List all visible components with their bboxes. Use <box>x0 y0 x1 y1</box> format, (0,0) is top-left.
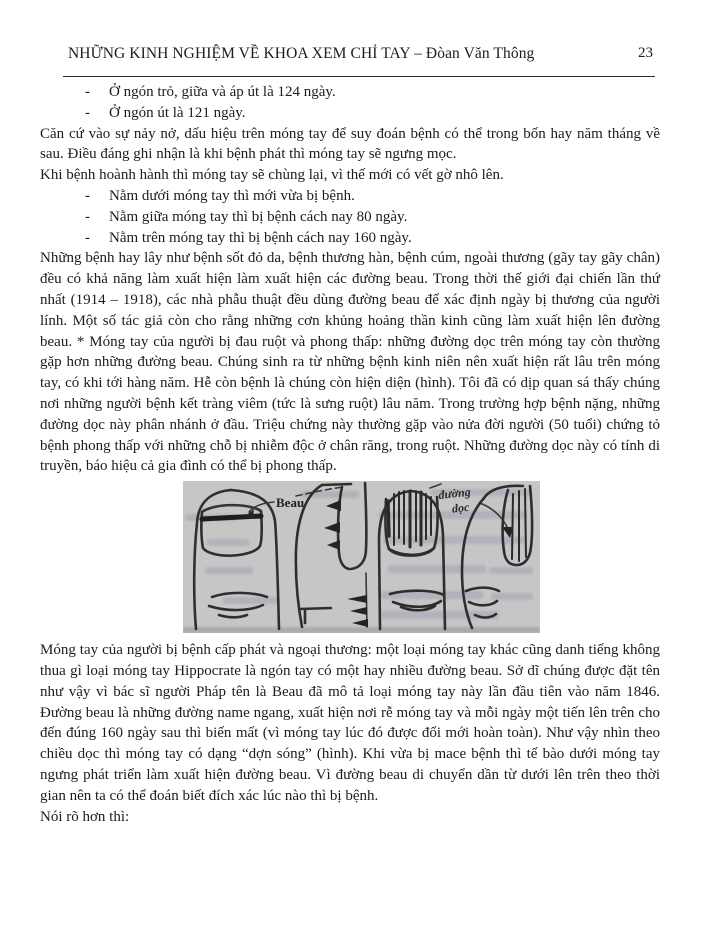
list-dash: - <box>85 104 90 121</box>
header-rule <box>63 76 655 77</box>
nail-figure-svg <box>183 481 540 633</box>
body-text <box>40 82 660 827</box>
running-title: NHỮNG KINH NGHIỆM VỀ KHOA XEM CHỈ TAY – Đòan Văn Thông <box>68 45 535 62</box>
page-number: 23 <box>638 45 653 61</box>
paragraph-closing: Nói rõ hơn thì: <box>40 808 130 825</box>
list-item <box>40 186 660 207</box>
figure-bottom-smudge <box>183 627 540 633</box>
timing-list <box>40 186 660 248</box>
list-item <box>40 82 660 103</box>
paragraph-diseases: Những bệnh hay lây như bệnh sốt đỏ da, bệnh thương hàn, bệnh cúm, ngoài thương (gãy tay gãy chân) đều có khả năng làm xuất hiện làm xuất hiện các đường beau. Trong thời thế giới đại chiến lần thứ nhất (1914 – 1918), các nhà phẫu thuật đều dùng đường beau để xác định ngày bị thương của người lính. Một số tác giả còn cho rằng những cơn khủng hoảng thần kinh cũng làm xuất hiện lên đường beau. * Móng tay của người bị đau ruột và phong thấp: những đường dọc trên móng tay còn thường gặp hơn những đường beau. Chúng sinh ra từ những bệnh kinh niên nên xuất hiện rất lâu trên móng tay, có khi tới hàng năm. Hễ còn bệnh là chúng còn hiện diện (hình). Tôi đã có dịp quan sá thấy chúng nơi những người bệnh kết tràng viêm (tức là sưng ruột) lâu năm. Trong trường hợp bệnh nặng, những đường dọc này phân nhánh ở đầu. Triệu chứng này thường gặp vào nửa đời người (50 tuổi) chứng tỏ bệnh phong thấp với những chỗ bị nhiễm độc ở chân răng, trong ruột. Những đường dọc này có tính di truyền, báo hiệu cả gia đình có thể bị phong thấp. <box>40 250 660 475</box>
paragraph-ridge: Khi bệnh hoành hành thì móng tay sẽ chùng lại, vì thế mới có vết gờ nhô lên. <box>40 167 504 184</box>
beau-label: Beau <box>276 495 305 511</box>
paragraph-growth: Căn cứ vào sự nảy nở, dấu hiệu trên móng tay để suy đoán bệnh có thể trong bốn hay năm tháng về sau. Điều đáng ghi nhận là khi bệnh phát thì móng tay sẽ ngưng mọc. <box>40 125 660 163</box>
list-item <box>40 207 660 228</box>
list-dash: - <box>85 229 90 246</box>
list-item-text: Ở ngón út là 121 ngày. <box>109 104 246 121</box>
page-header <box>0 0 723 63</box>
list-dash: - <box>85 208 90 225</box>
list-item-text: Nằm giữa móng tay thì bị bệnh cách nay 80 ngày. <box>109 208 408 225</box>
finger-days-list <box>40 82 660 124</box>
vertical-lines-label-line2: dọc <box>451 500 470 516</box>
vertical-lines-label-line1: đường <box>437 484 472 503</box>
list-dash: - <box>85 187 90 204</box>
list-item <box>40 228 660 249</box>
nail-figure <box>183 481 540 633</box>
list-item-text: Nằm dưới móng tay thì mới vừa bị bệnh. <box>109 187 355 204</box>
list-dash: - <box>85 84 90 100</box>
list-item-text: Ở ngón trỏ, giữa và áp út là 124 ngày. <box>109 84 336 100</box>
list-item-text: Nằm trên móng tay thì bị bệnh cách nay 160 ngày. <box>109 229 412 246</box>
paragraph-beau-history: Móng tay của người bị bệnh cấp phát và ngoại thương: một loại móng tay khác cũng danh tiếng không thua gì loại móng tay Hippocrate là ngón tay có một hay nhiều đường beau. Sở dĩ chúng được đặt tên như vậy vì bác sĩ người Pháp tên là Beau đã mô tả loại móng tay này lần đầu tiên vào năm 1846. Đường beau là những đường name ngang, xuất hiện nơi rễ móng tay và mỗi ngày một tiến lên trên cho đến đúng 160 ngày sau thì biến mất (vì móng tay lúc đó được đổi mới hoàn toàn). Như vậy nhìn theo chiều dọc thì móng tay có dạng “dợn sóng” (hình). Khi vừa bị mace bệnh thì tế bào dưới móng tay ngưng phát triển làm xuất hiện đường beau. Vì đường beau di chuyển dần từ dưới lên trên theo thời gian nên ta có thể đoán biết đích xác lúc nào thì bị bệnh. <box>40 642 660 804</box>
list-item <box>40 103 660 124</box>
